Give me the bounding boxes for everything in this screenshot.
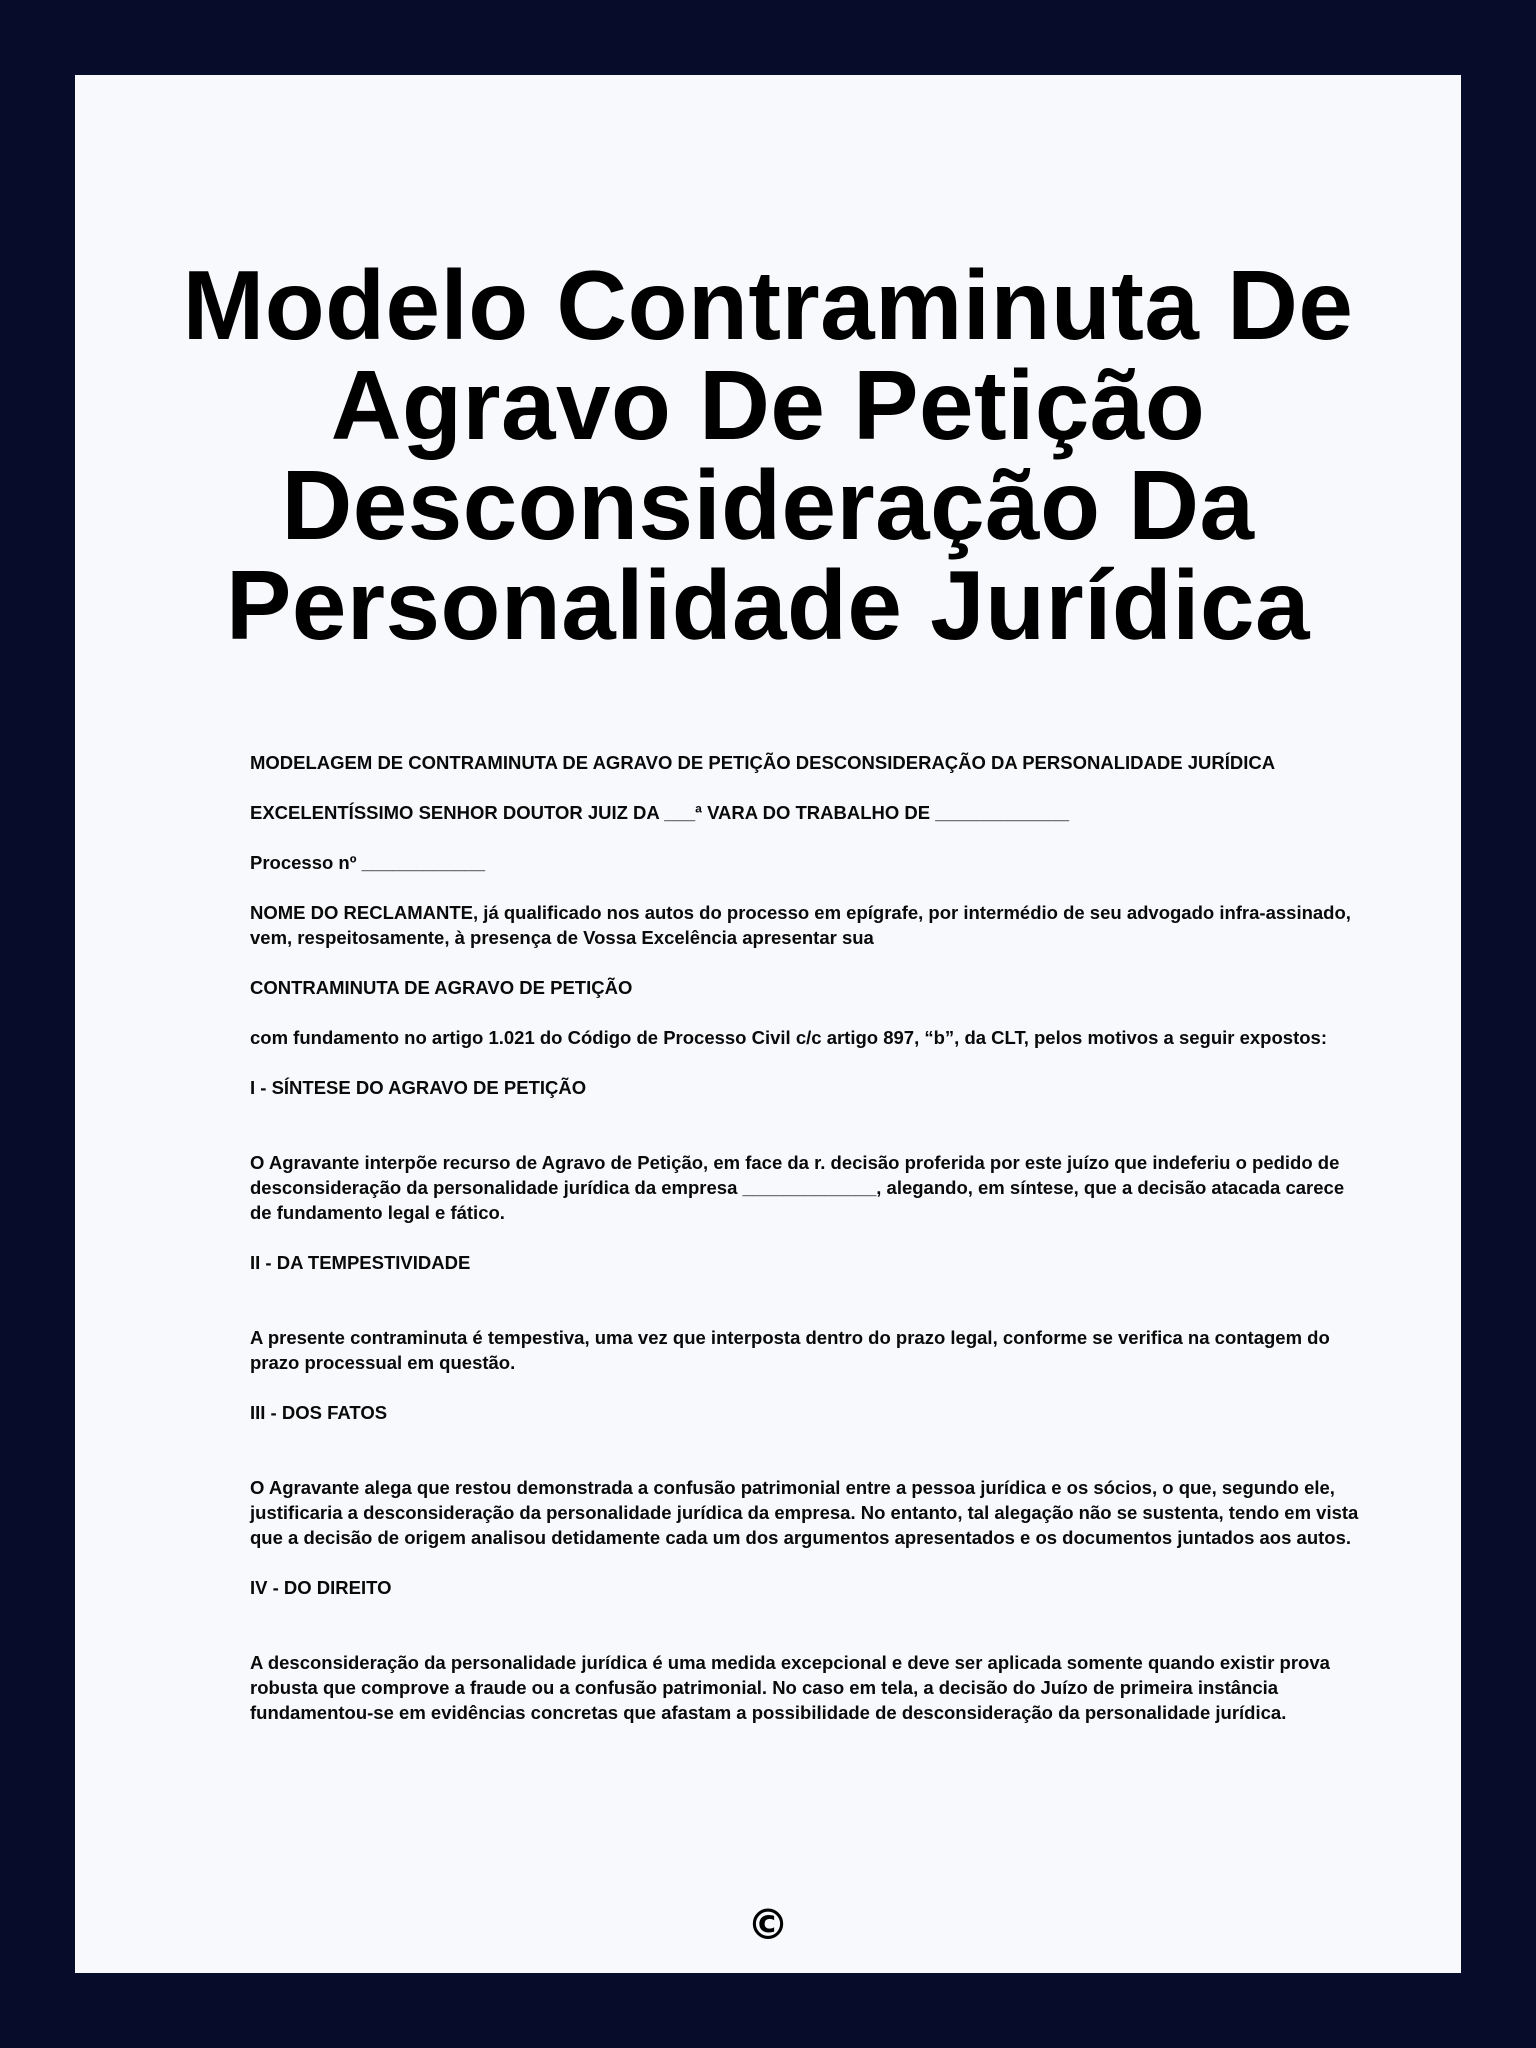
section-heading-fatos: III - DOS FATOS	[250, 1402, 388, 1423]
doc-legal-basis: com fundamento no artigo 1.021 do Código de Processo Civil c/c artigo 897, “b”, da CLT, pelos motivos a seguir expostos:	[250, 1027, 1327, 1048]
doc-addressee: EXCELENTÍSSIMO SENHOR DOUTOR JUIZ DA ___ª VARA DO TRABALHO DE _____________	[250, 802, 1070, 823]
section-body-tempestividade: A presente contraminuta é tempestiva, uma vez que interposta dentro do prazo legal, conforme se verifica na contagem do prazo processual em questão.	[250, 1327, 1330, 1373]
doc-intro-paragraph: NOME DO RECLAMANTE, já qualificado nos autos do processo em epígrafe, por intermédio de seu advogado infra-assinado, vem, respeitosamente, à presença de Vossa Excelência apresentar sua	[250, 902, 1351, 948]
document-body	[250, 750, 1360, 1750]
doc-heading-modelagem: MODELAGEM DE CONTRAMINUTA DE AGRAVO DE PETIÇÃO DESCONSIDERAÇÃO DA PERSONALIDADE JURÍDICA	[250, 752, 1276, 773]
doc-petition-title: CONTRAMINUTA DE AGRAVO DE PETIÇÃO	[250, 977, 633, 998]
section-body-fatos: O Agravante alega que restou demonstrada a confusão patrimonial entre a pessoa jurídica e os sócios, o que, segundo ele, justificaria a desconsideração da personalidade jurídica da empresa. No entanto, tal alegação não se sustenta, tendo em vista que a decisão de origem analisou detidamente cada um dos argumentos apresentados e os documentos juntados aos autos.	[250, 1477, 1359, 1548]
document-page	[75, 75, 1461, 1973]
doc-process-number: Processo nº ____________	[250, 852, 486, 873]
section-body-sintese: O Agravante interpõe recurso de Agravo de Petição, em face da r. decisão proferida por este juízo que indeferiu o pedido de desconsideração da personalidade jurídica da empresa _____________, alegando, em síntese, que a decisão atacada carece de fundamento legal e fático.	[250, 1152, 1345, 1223]
section-heading-direito: IV - DO DIREITO	[250, 1577, 392, 1598]
section-heading-sintese: I - SÍNTESE DO AGRAVO DE PETIÇÃO	[250, 1077, 587, 1098]
document-title: Modelo Contraminuta De Agravo De Petição Desconsideração Da Personalidade Jurídica	[182, 250, 1354, 660]
section-body-direito: A desconsideração da personalidade jurídica é uma medida excepcional e deve ser aplicada somente quando existir prova robusta que comprove a fraude ou a confusão patrimonial. No caso em tela, a decisão do Juízo de primeira instância fundamentou-se em evidências concretas que afastam a possibilidade de desconsideração da personalidade jurídica.	[250, 1652, 1330, 1723]
copyright-icon: ©	[747, 1900, 789, 1949]
section-heading-tempestividade: II - DA TEMPESTIVIDADE	[250, 1252, 471, 1273]
